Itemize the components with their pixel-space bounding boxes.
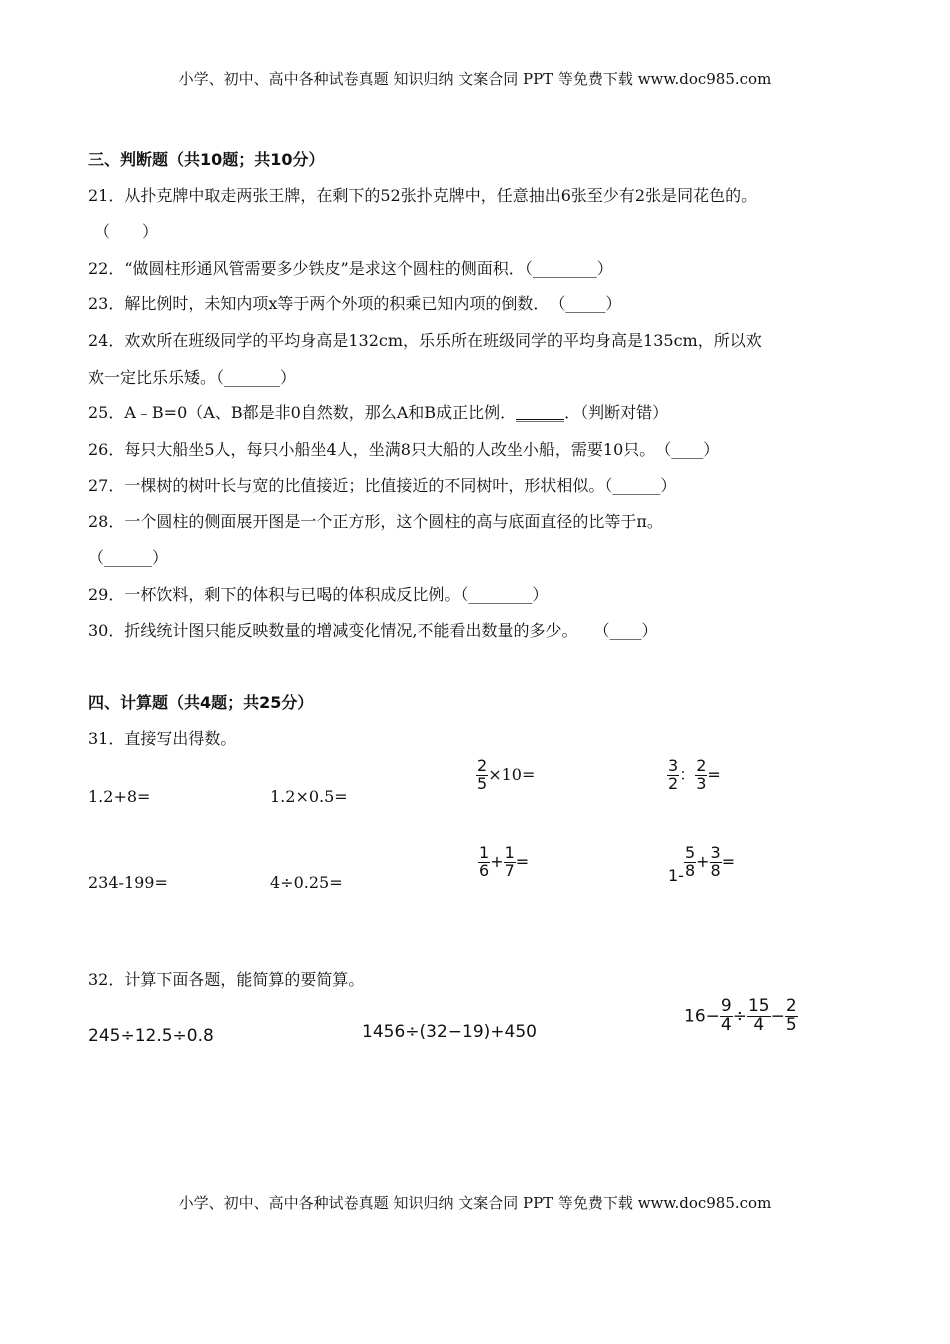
question-27: 27．一棵树的树叶长与宽的比值接近；比值接近的不同树叶，形状相似。（______）	[88, 476, 677, 495]
question-28: 28．一个圆柱的侧面展开图是一个正方形，这个圆柱的高与底面直径的比等于π。	[88, 512, 663, 531]
question-24-cont: 欢一定比乐乐矮。（_______）	[88, 368, 297, 387]
fraction: $\frac{1}{7}$	[504, 843, 515, 880]
question-25-tail: ．（判断对错）	[564, 403, 669, 422]
question-25-blank: ______	[516, 403, 565, 422]
question-25	[88, 400, 668, 423]
fraction: $\frac{9}{4}$	[720, 996, 732, 1035]
fraction: $\frac{2}{5}$	[477, 756, 488, 793]
calc-1-2-times-0-5: 1.2×0.5=	[270, 787, 348, 806]
section-4-title: 四、计算题（共4题；共25分）	[88, 693, 314, 712]
question-32: 32．计算下面各题，能简算的要简算。	[88, 970, 365, 989]
fraction: $\frac{2}{5}$	[785, 996, 797, 1035]
expression-1: 245÷12.5÷0.8	[88, 1026, 214, 1046]
fraction: $\frac{1}{6}$	[479, 843, 490, 880]
fraction: $\frac{3}{2}$	[668, 756, 679, 793]
calc-234-minus-199: 234-199=	[88, 873, 168, 892]
question-28-answer: （______）	[88, 548, 169, 567]
expression-2: 1456÷(32−19)+450	[362, 1022, 537, 1042]
question-24: 24．欢欢所在班级同学的平均身高是132cm，乐乐所在班级同学的平均身高是135cm，所以欢	[88, 331, 762, 350]
calc-4-div-0-25: 4÷0.25=	[270, 873, 343, 892]
calc-fraction-sum: $\frac{1}{6}$ + $\frac{1}{7}$ =	[479, 843, 530, 880]
page-header: 小学、初中、高中各种试卷真题 知识归纳 文案合同 PPT 等免费下载 www.doc985.com	[178, 70, 772, 88]
page-footer: 小学、初中、高中各种试卷真题 知识归纳 文案合同 PPT 等免费下载 www.doc985.com	[178, 1194, 772, 1212]
question-30: 30．折线统计图只能反映数量的增减变化情况,不能看出数量的多少。 （____）	[88, 621, 658, 640]
calc-one-minus-fractions: 1- $\frac{5}{8}$ + $\frac{3}{8}$ =	[668, 843, 736, 885]
calc-fraction-ratio: $\frac{3}{2}$ ： $\frac{2}{3}$ =	[668, 756, 721, 793]
question-29: 29．一杯饮料，剩下的体积与已喝的体积成反比例。（________）	[88, 585, 549, 604]
fraction: $\frac{5}{8}$	[684, 843, 696, 880]
fraction: $\frac{3}{8}$	[710, 843, 721, 880]
fraction: $\frac{15}{4}$	[747, 996, 770, 1035]
question-21-answer: （ ）	[94, 222, 159, 241]
question-26: 26．每只大船坐5人，每只小船坐4人，坐满8只大船的人改坐小船，需要10只。 （____）	[88, 440, 720, 459]
question-21: 21．从扑克牌中取走两张王牌，在剩下的52张扑克牌中，任意抽出6张至少有2张是同花色的。	[88, 186, 758, 205]
fraction: $\frac{2}{3}$	[696, 756, 707, 793]
calc-1-2-plus-8: 1.2+8=	[88, 787, 151, 806]
question-25-text: 25．A﹣B=0（A、B都是非0自然数，那么A和B成正比例．	[88, 403, 517, 422]
question-23: 23．解比例时，未知内项x等于两个外项的积乘已知内项的倒数． （_____）	[88, 294, 622, 313]
question-22: 22．“做圆柱形通风管需要多少铁皮”是求这个圆柱的侧面积．（________）	[88, 259, 613, 278]
question-31: 31．直接写出得数。	[88, 729, 237, 748]
expression-3: 16− $\frac{9}{4}$ ÷ $\frac{15}{4}$ − $\frac{2}{5}$	[684, 996, 797, 1035]
section-3-title: 三、判断题（共10题；共10分）	[88, 150, 325, 169]
calc-fraction-times-10: $\frac{2}{5}$ ×10=	[477, 756, 536, 793]
